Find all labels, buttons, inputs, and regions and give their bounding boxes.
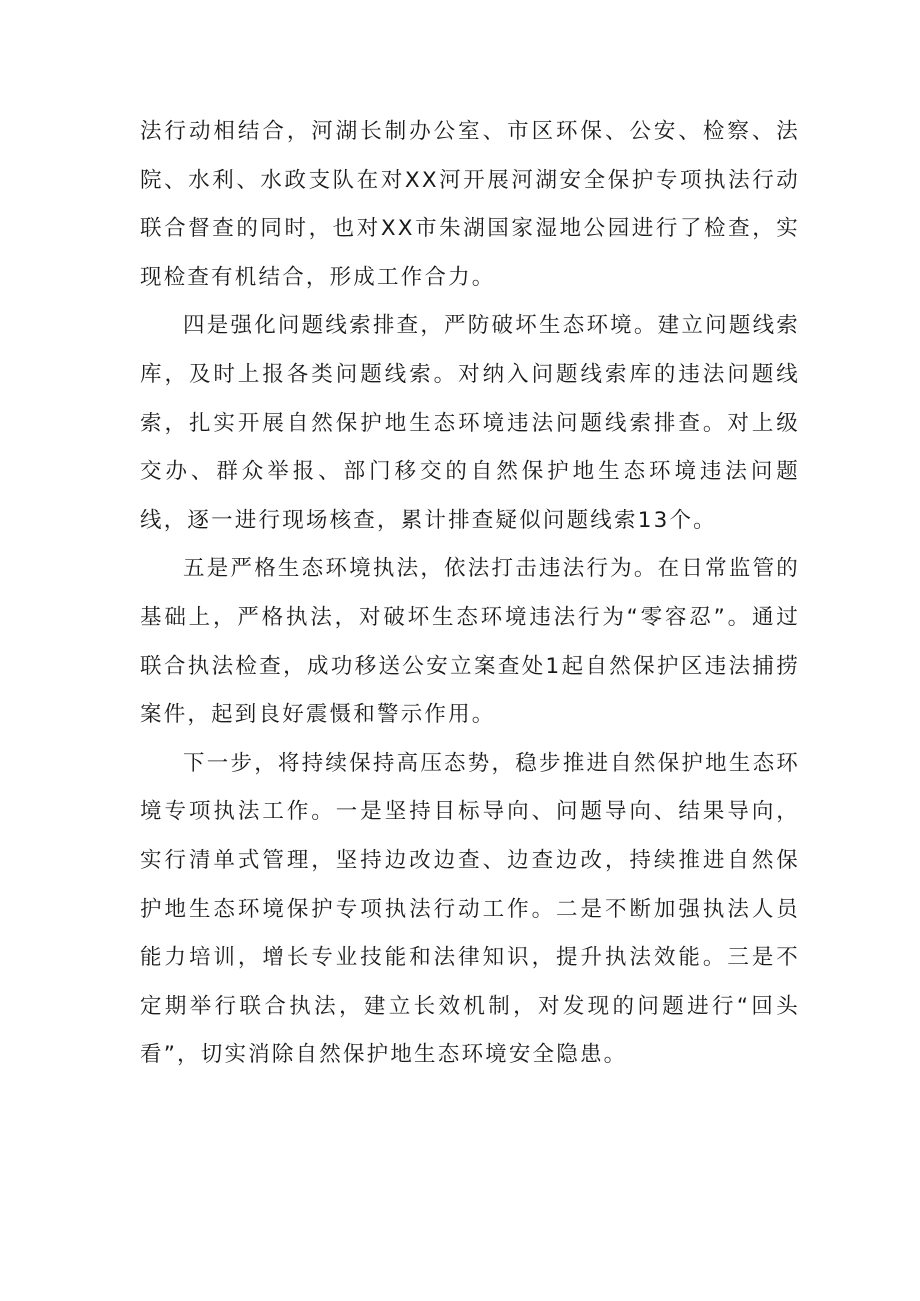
paragraph-item-five: 五是严格生态环境执法，依法打击违法行为。在日常监管的基础上，严格执法，对破坏生态环境违法行为“零容忍”。通过联合执法检查，成功移送公安立案查处1起自然保护区违法捕捞案件，起到良好震慑和警示作用。 xyxy=(140,556,800,728)
paragraph-item-four: 四是强化问题线索排查，严防破坏生态环境。建立问题线索库，及时上报各类问题线索。对纳入问题线索库的违法问题线索，扎实开展自然保护地生态环境违法问题线索排查。对上级交办、群众举报、部门移交的自然保护地生态环境违法问题线，逐一进行现场核查，累计排查疑似问题线索13个。 xyxy=(140,313,800,533)
paragraph-next-steps: 下一步，将持续保持高压态势，稳步推进自然保护地生态环境专项执法工作。一是坚持目标导向、问题导向、结果导向，实行清单式管理，坚持边改边查、边查边改，持续推进自然保护地生态环境保护专项执法行动工作。二是不断加强执法人员能力培训，增长专业技能和法律知识，提升执法效能。三是不定期举行联合执法，建立长效机制，对发现的问题进行“回头看”，切实消除自然保护地生态环境安全隐患。 xyxy=(140,750,800,1068)
document-body xyxy=(140,108,800,1080)
paragraph-continuation: 法行动相结合，河湖长制办公室、市区环保、公安、检察、法院、水利、水政支队在对XX河开展河湖安全保护专项执法行动联合督查的同时，也对XX市朱湖国家湿地公园进行了检查，实现检查有机结合，形成工作合力。 xyxy=(140,119,800,290)
